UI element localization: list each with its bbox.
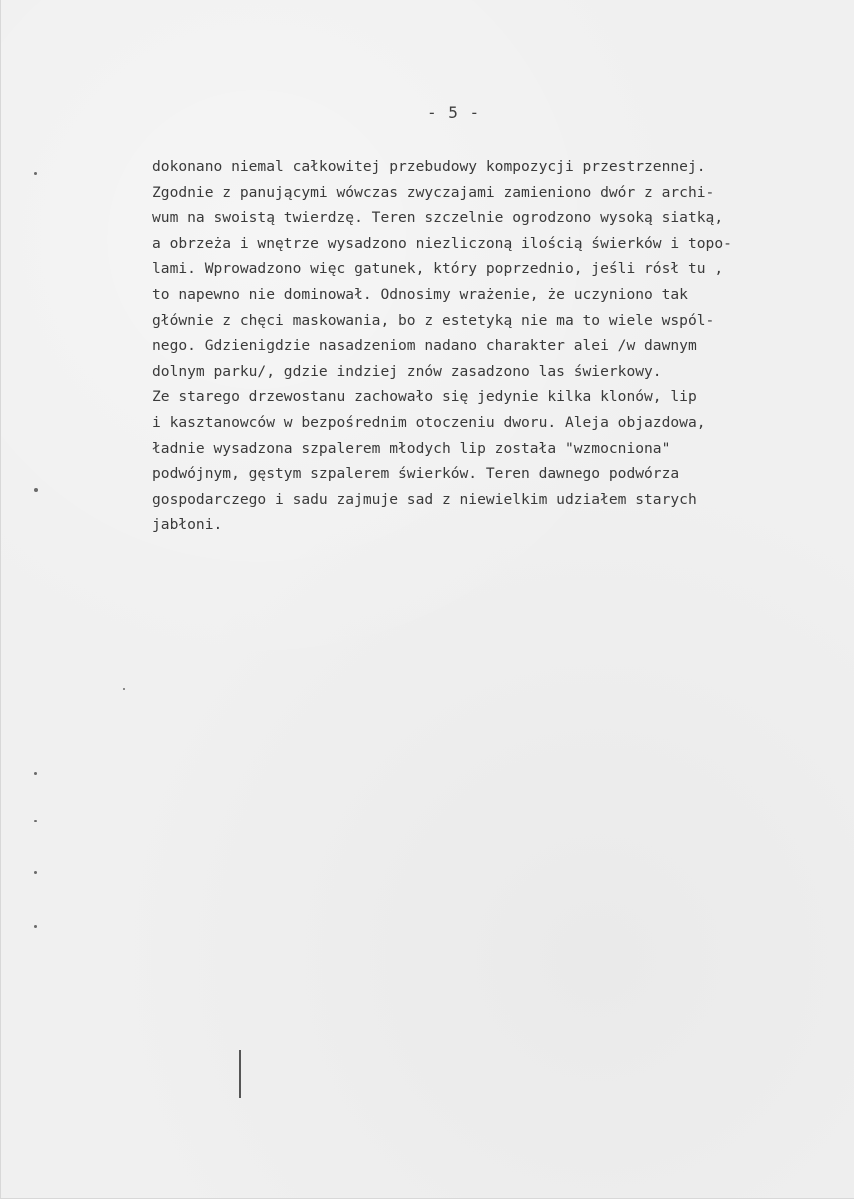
text-line: ładnie wysadzona szpalerem młodych lip została "wzmocniona": [152, 439, 671, 457]
text-line: jabłoni.: [152, 516, 223, 534]
text-line: gospodarczego i sadu zajmuje sad z niewielkim udziałem starych: [152, 490, 697, 508]
text-line: Zgodnie z panującymi wówczas zwyczajami zamieniono dwór z archi-: [152, 183, 715, 201]
text-line: wum na swoistą twierdzę. Teren szczelnie ogrodzono wysoką siatką,: [152, 209, 724, 227]
binding-hole-mark: [34, 871, 37, 874]
page-number: - 5 -: [427, 103, 481, 122]
binding-hole-mark: [34, 488, 38, 492]
binding-hole-mark: [34, 772, 37, 775]
text-line: nego. Gdzienigdzie nasadzeniom nadano charakter alei /w dawnym: [152, 337, 697, 355]
binding-hole-mark: [34, 820, 37, 822]
text-line: i kasztanowców w bezpośrednim otoczeniu dworu. Aleja objazdowa,: [152, 413, 706, 431]
vertical-pencil-mark: [239, 1050, 241, 1098]
text-line: Ze starego drzewostanu zachowało się jedynie kilka klonów, lip: [152, 388, 697, 406]
body-text: [152, 154, 852, 538]
binding-hole-mark: [34, 172, 37, 175]
binding-hole-mark: [123, 688, 125, 690]
text-line: a obrzeża i wnętrze wysadzono niezliczoną ilością świerków i topo-: [152, 234, 732, 252]
text-line: dolnym parku/, gdzie indziej znów zasadzono las świerkowy.: [152, 362, 662, 380]
binding-hole-mark: [34, 925, 37, 928]
text-line: to napewno nie dominował. Odnosimy wrażenie, że uczyniono tak: [152, 285, 688, 303]
text-line: dokonano niemal całkowitej przebudowy kompozycji przestrzennej.: [152, 158, 706, 175]
text-line: podwójnym, gęstym szpalerem świerków. Teren dawnego podwórza: [152, 465, 680, 483]
text-line: głównie z chęci maskowania, bo z estetyką nie ma to wiele wspól-: [152, 311, 715, 329]
text-line: lami. Wprowadzono więc gatunek, który poprzednio, jeśli rósł tu ,: [152, 260, 724, 278]
